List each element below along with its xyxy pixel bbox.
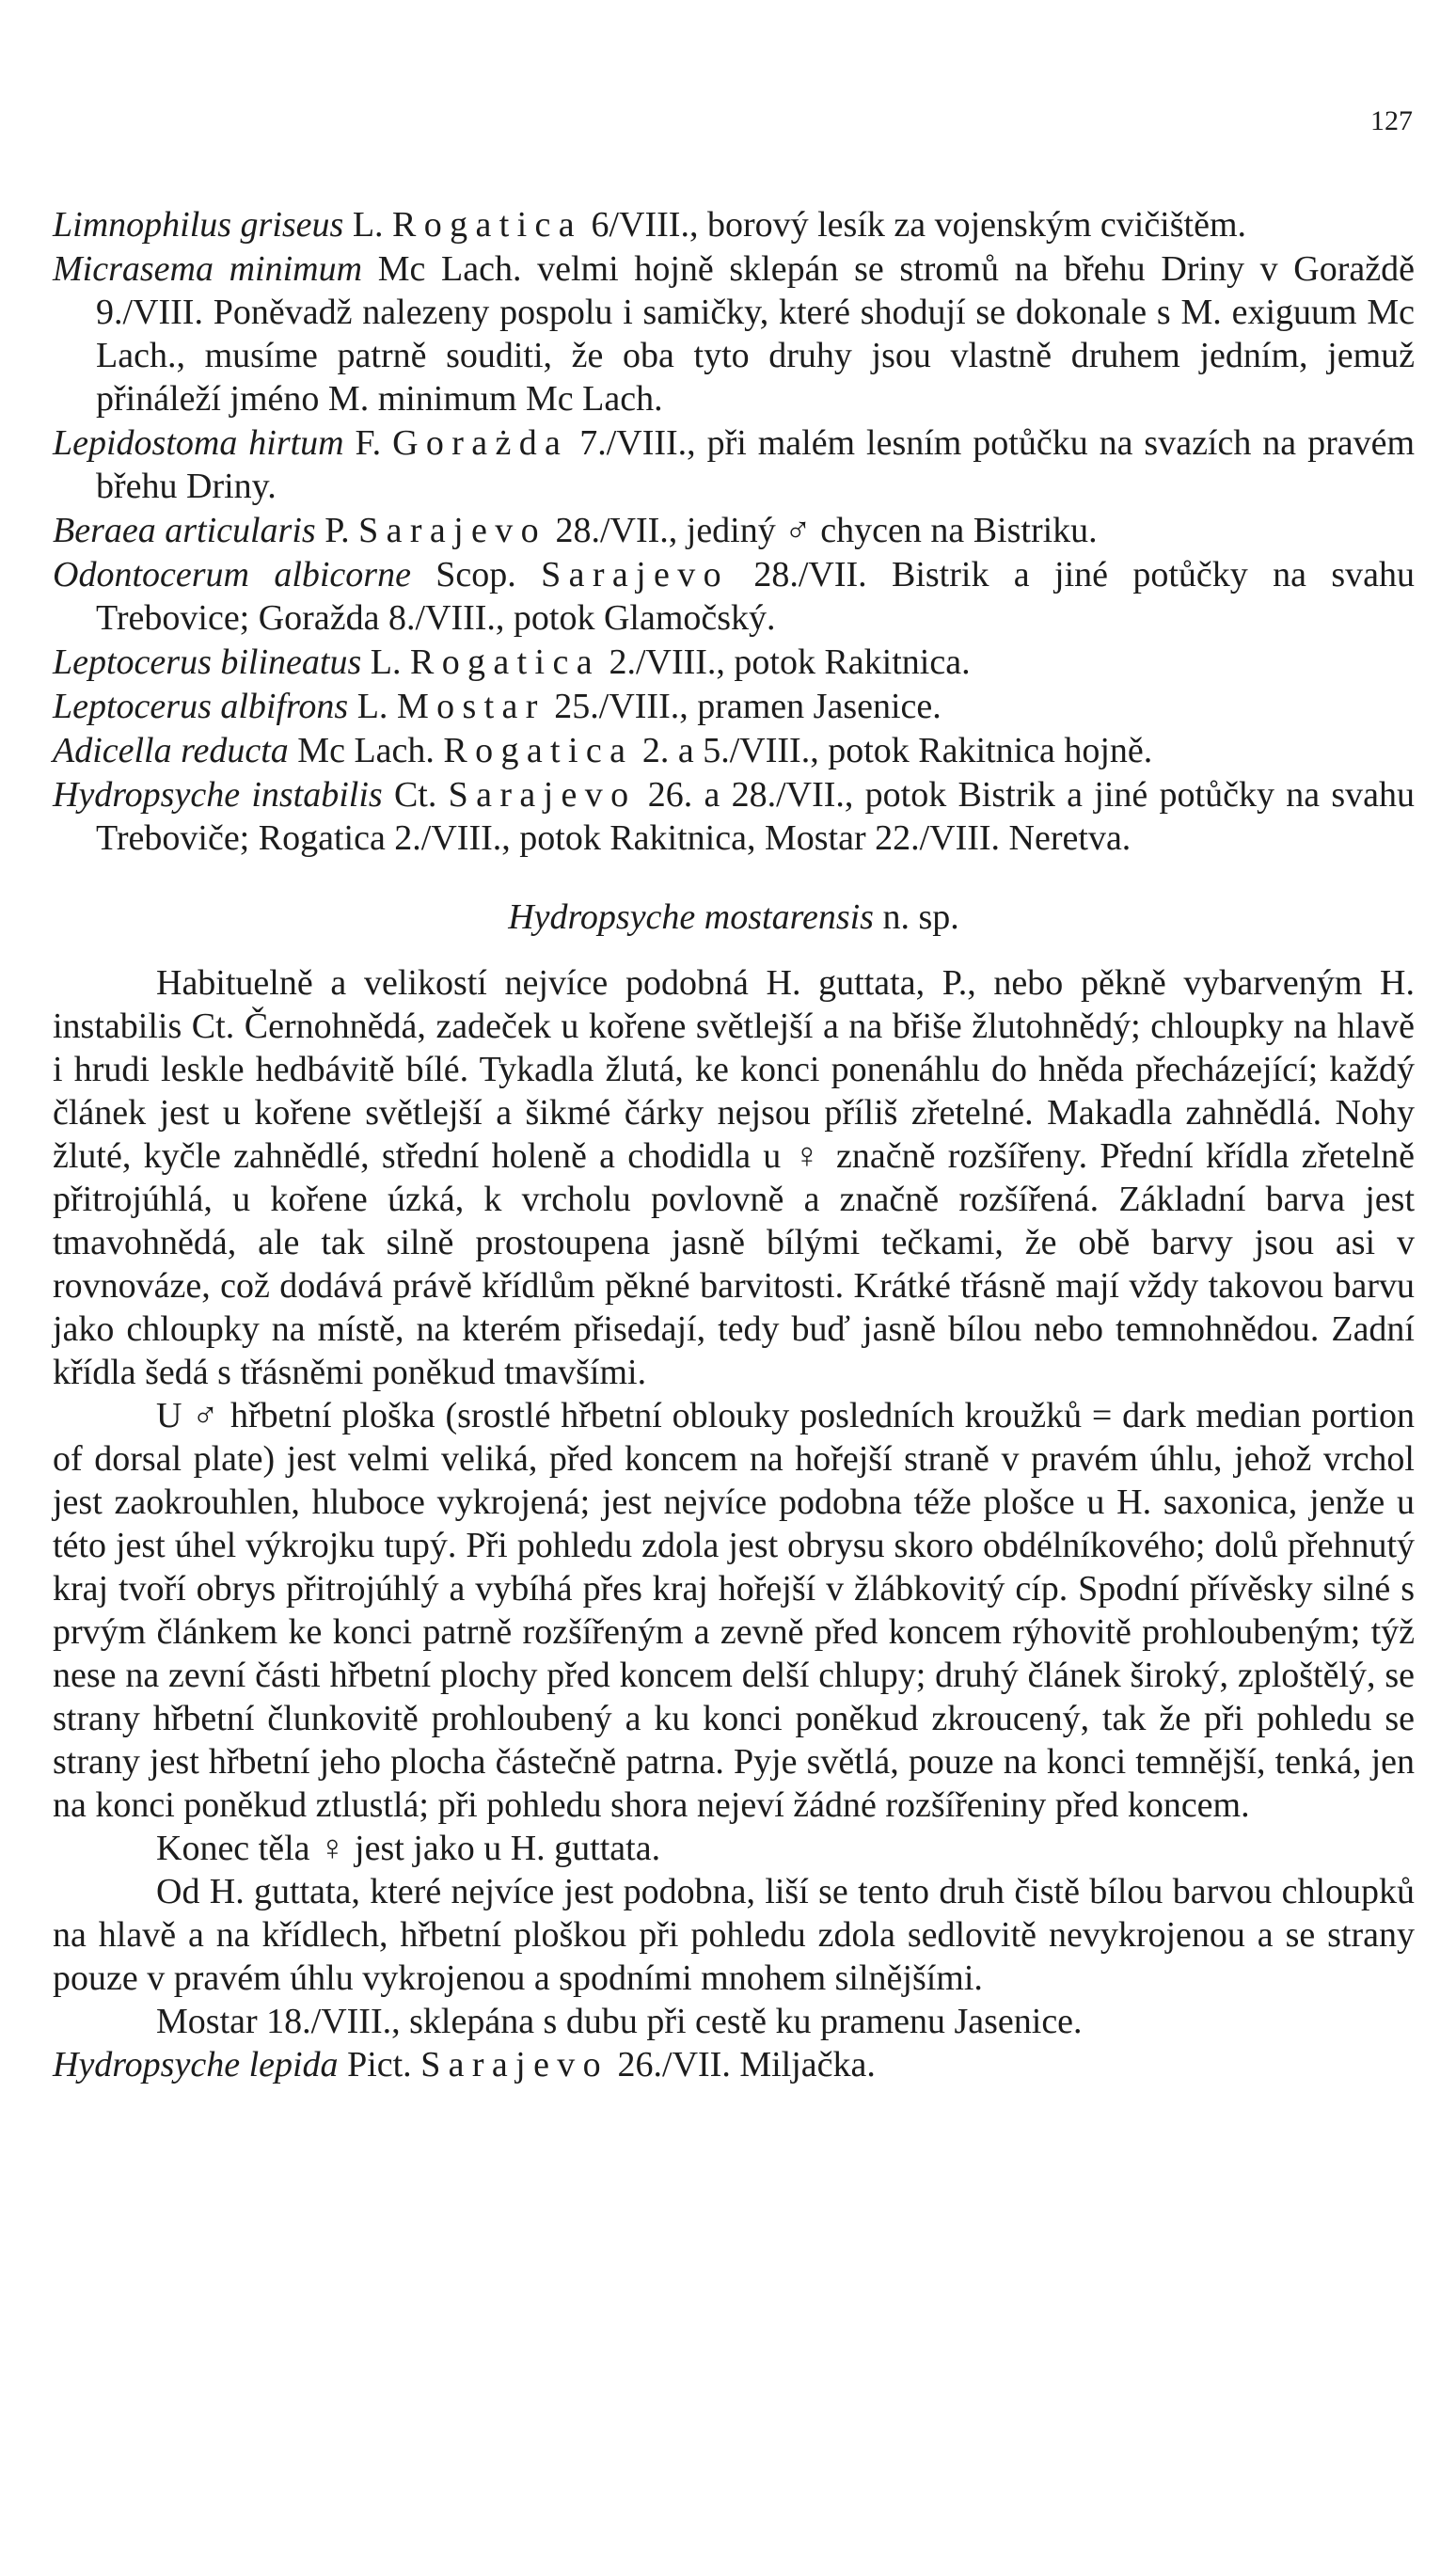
locality: Gorażda [392,423,569,463]
species-entry [53,685,1415,728]
locality: Sarajevo [448,775,637,815]
page-body [53,203,1415,2086]
heading-taxon: Hydropsyche mostarensis [508,897,874,937]
entry-text: velmi hojně sklepán se stromů na břehu Driny v Goraždě 9./VIII. Poněvadž nalezeny pospolu i samičky, které shodují se dokonale s M. exiguum Mc Lach., musíme patrně souditi, že oba tyto druhy jsou vlastně druhem jedním, jemuž přináleží jméno M. minimum Mc Lach. [96,249,1415,419]
entry-text: 26./VII. Miljačka. [609,2045,876,2085]
description-paragraph: Od H. guttata, které nejvíce jest podobna, liší se tento druh čistě bílou barvou chloupků na hlavě a na křídlech, hřbetní ploškou při pohledu zdola sedlovitě nevykrojenou a se strany pouze v pravém úhlu vykrojenou a spodními mnohem silnějšími. [53,1872,1415,1998]
page-number: 127 [1370,105,1413,136]
taxon-name: Leptocerus bilineatus [53,642,362,682]
species-entry [53,2043,1415,2086]
species-entry [53,641,1415,684]
description-paragraph: U ♂ hřbetní ploška (srostlé hřbetní oblouky posledních kroužků = dark median portion of dorsal plate) jest velmi veliká, před koncem na hořejší straně v pravém úhlu, jehož vrchol jest zaokrouhlen, hluboce vykrojená; jest nejvíce podobna téže plošce u H. saxonica, jenže u této jest úhel výkrojku tupý. Při pohledu zdola jest obrysu skoro obdélníkového; dolů přehnutý kraj tvoří obrys přitrojúhlý a vybíhá přes kraj hořejší v žlábkovitý cíp. Spodní přívěsky silné s prvým článkem ke konci patrně rozšířeným a zevně před koncem rýhovitě prohloubeným; týž nese na zevní části hřbetní plochy před koncem delší chlupy; druhý článek široký, zploštělý, se strany hřbetní člunkovitě prohloubený a ku konci poněkud zkroucený, tak že při pohledu se strany jest hřbetní jeho plocha částečně patrna. Pyje světlá, pouze na konci temnější, tenká, jen na konci poněkud ztlustlá; při pohledu shora nejeví žádné rozšířeniny před koncem. [53,1396,1415,1825]
taxon-name: Hydropsyche instabilis [53,775,383,815]
locality: Sarajevo [358,511,546,550]
taxon-author: Ct. [382,775,449,815]
entry-text: 28./VII., jediný ♂ chycen na Bistriku. [546,511,1098,550]
locality: Rogatica [392,205,582,245]
taxon-author: Mc Lach. [362,249,522,289]
section-heading [53,896,1415,939]
taxon-name: Leptocerus albifrons [53,687,349,726]
locality: Rogatica [443,731,634,770]
species-entry [53,421,1415,508]
taxon-name: Odontocerum albicorne [53,555,411,594]
locality: Rogatica [409,642,600,682]
taxon-author: L. [361,642,410,682]
taxon-name: Hydropsyche lepida [53,2045,339,2085]
species-entry [53,509,1415,552]
description-paragraph: Habituelně a velikostí nejvíce podobná H. guttata, P., nebo pěkně vybarveným H. instabilis Ct. Černohnědá, zadeček u kořene světlejší a na břiše žlutohnědý; chloupky na hlavě i hrudi leskle hedbávitě bílé. Tykadla žlutá, ke konci ponenáhlu do hněda přecházející; každý článek jest u kořene světlejší a šikmé čárky nejsou příliš zřetelné. Makadla zahnědlá. Nohy žluté, kyčle zahnědlé, střední holeně a chodidla u ♀ značně rozšířeny. Přední křídla zřetelně přitrojúhlá, u kořene úzká, k vrcholu povlovně a značně rozšířená. Základní barva jest tmavohnědá, ale tak silně prostoupena jasně bílými tečkami, že obě barvy jsou asi v rovnováze, což dodává právě křídlům pěkné barvitosti. Krátké třásně mají vždy takovou barvu jako chloupky na místě, na kterém přisedají, tedy buď jasně bílou nebo temnohnědou. Zadní křídla šedá s třásněmi poněkud tmavšími. [53,963,1415,1392]
entry-text: 2./VIII., potok Rakitnica. [599,642,971,682]
entry-text: 7./VIII., při malém lesním potůčku na svazích na pravém břehu Driny. [96,423,1416,506]
species-entry [53,729,1415,772]
taxon-name: Adicella reducta [53,731,289,770]
locality: Sarajevo [420,2045,609,2085]
taxon-name: Lepidostoma hirtum [53,423,344,463]
species-entry [53,247,1415,420]
taxon-author: L. [343,205,393,245]
locality: Mostar [396,687,546,726]
taxon-author: Scop. [410,555,542,594]
species-entry [53,553,1415,640]
entry-text: 28./VII. Bistrik a jiné potůčky na svahu Trebovice; Goražda 8./VIII., potok Glamočský. [96,555,1415,638]
heading-suffix: n. sp. [873,897,959,937]
entry-text: 6/VIII., borový lesík za vojenským cvičištěm. [582,205,1247,245]
taxon-name: Micrasema minimum [53,249,363,289]
taxon-author: L. [348,687,397,726]
entry-text: 25./VIII., pramen Jasenice. [545,687,942,726]
entry-text: 26. a 28./VII., potok Bistrik a jiné potůčky na svahu Treboviče; Rogatica 2./VIII., potok Rakitnica, Mostar 22./VIII. Neretva. [96,775,1415,858]
species-entry [53,773,1415,860]
taxon-name: Limnophilus griseus [53,205,344,245]
taxon-author: P. [315,511,359,550]
taxon-author: Pict. [338,2045,421,2085]
locality: Sarajevo [541,555,729,594]
taxon-name: Beraea articularis [53,511,316,550]
taxon-author: Mc Lach. [288,731,444,770]
entry-text: 2. a 5./VIII., potok Rakitnica hojně. [633,731,1153,770]
species-entry [53,203,1415,246]
taxon-author: F. [343,423,393,463]
description-paragraph: Konec těla ♀ jest jako u H. guttata. [156,1829,661,1868]
locality-paragraph: Mostar 18./VIII., sklepána s dubu při cestě ku pramenu Jasenice. [156,2002,1083,2041]
